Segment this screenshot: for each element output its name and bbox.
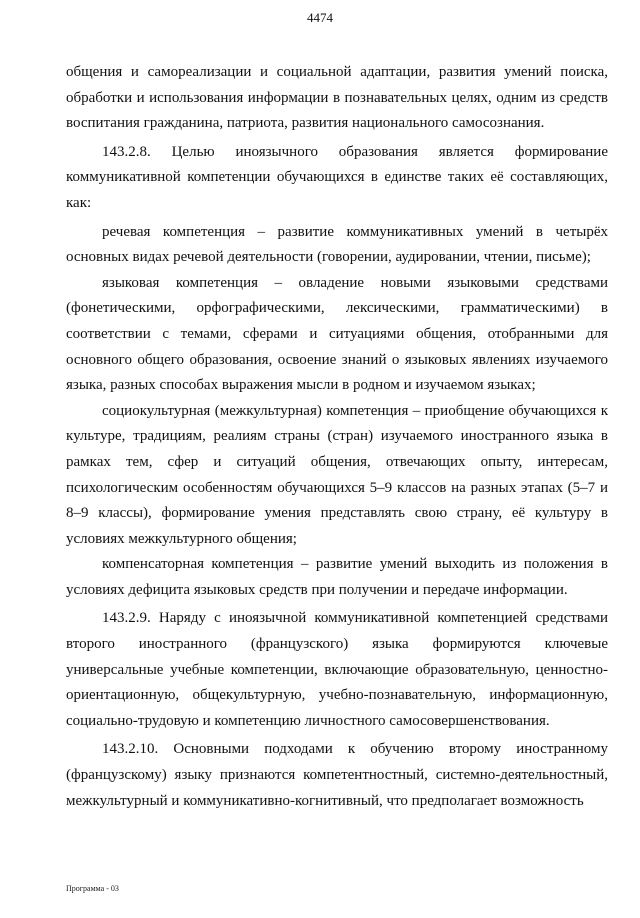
paragraph-143-2-9: 143.2.9. Наряду с иноязычной коммуникативной компетенцией средствами второго иностранного (французского) языка формируются ключевые универсальные учебные компетенции, включающие образовательную, ценностно-ориентационную, общекультурную, учебно-познавательную, информационную, социально-трудовую и компетенцию личностного самосовершенствования. [66,610,608,729]
paragraph-language-competence: языковая компетенция – овладение новыми языковыми средствами (фонетическими, орфографическими, лексическими, грамматическими) в соответствии с темами, сферами и ситуациями общения, отобранными для основного общего образования, освоение знаний о языковых явлениях изучаемого языка, разных способах выражения мысли в родном и изучаемом языках; [66,274,608,394]
paragraph-compensatory-competence: компенсаторная компетенция – развитие умений выходить из положения в условиях дефицита языковых средств при получении и передаче информации. [66,556,608,598]
paragraph-143-2-10: 143.2.10. Основными подходами к обучению второму иностранному (французскому) языку признаются компетентностный, системно-деятельностный, межкультурный и коммуникативно-когнитивный, что предполагает возможность [66,741,608,809]
paragraph-speech-competence: речевая компетенция – развитие коммуникативных умений в четырёх основных видах речевой деятельности (говорении, аудировании, чтении, письме); [66,223,608,266]
document-body [66,60,608,814]
paragraph-continuation: общения и самореализации и социальной адаптации, развития умений поиска, обработки и использования информации в познавательных целях, одним из средств воспитания гражданина, патриота, развития национального самосознания. [66,64,608,132]
paragraph-sociocultural-competence: социокультурная (межкультурная) компетенция – приобщение обучающихся к культуре, традициям, реалиям страны (стран) изучаемого иностранного языка в рамках тем, сфер и ситуаций общения, отвечающих опыту, интересам, психологическим особенностям обучающихся 5–9 классов на разных этапах (5–7 и 8–9 классы), формирование умения представлять свою страну, её культуру в условиях межкультурного общения; [66,402,608,547]
paragraph-143-2-8: 143.2.8. Целью иноязычного образования является формирование коммуникативной компетенции обучающихся в единстве таких её составляющих, как: [66,143,608,211]
page-number: 4474 [307,10,333,25]
footer-label: Программа - 03 [66,884,119,893]
